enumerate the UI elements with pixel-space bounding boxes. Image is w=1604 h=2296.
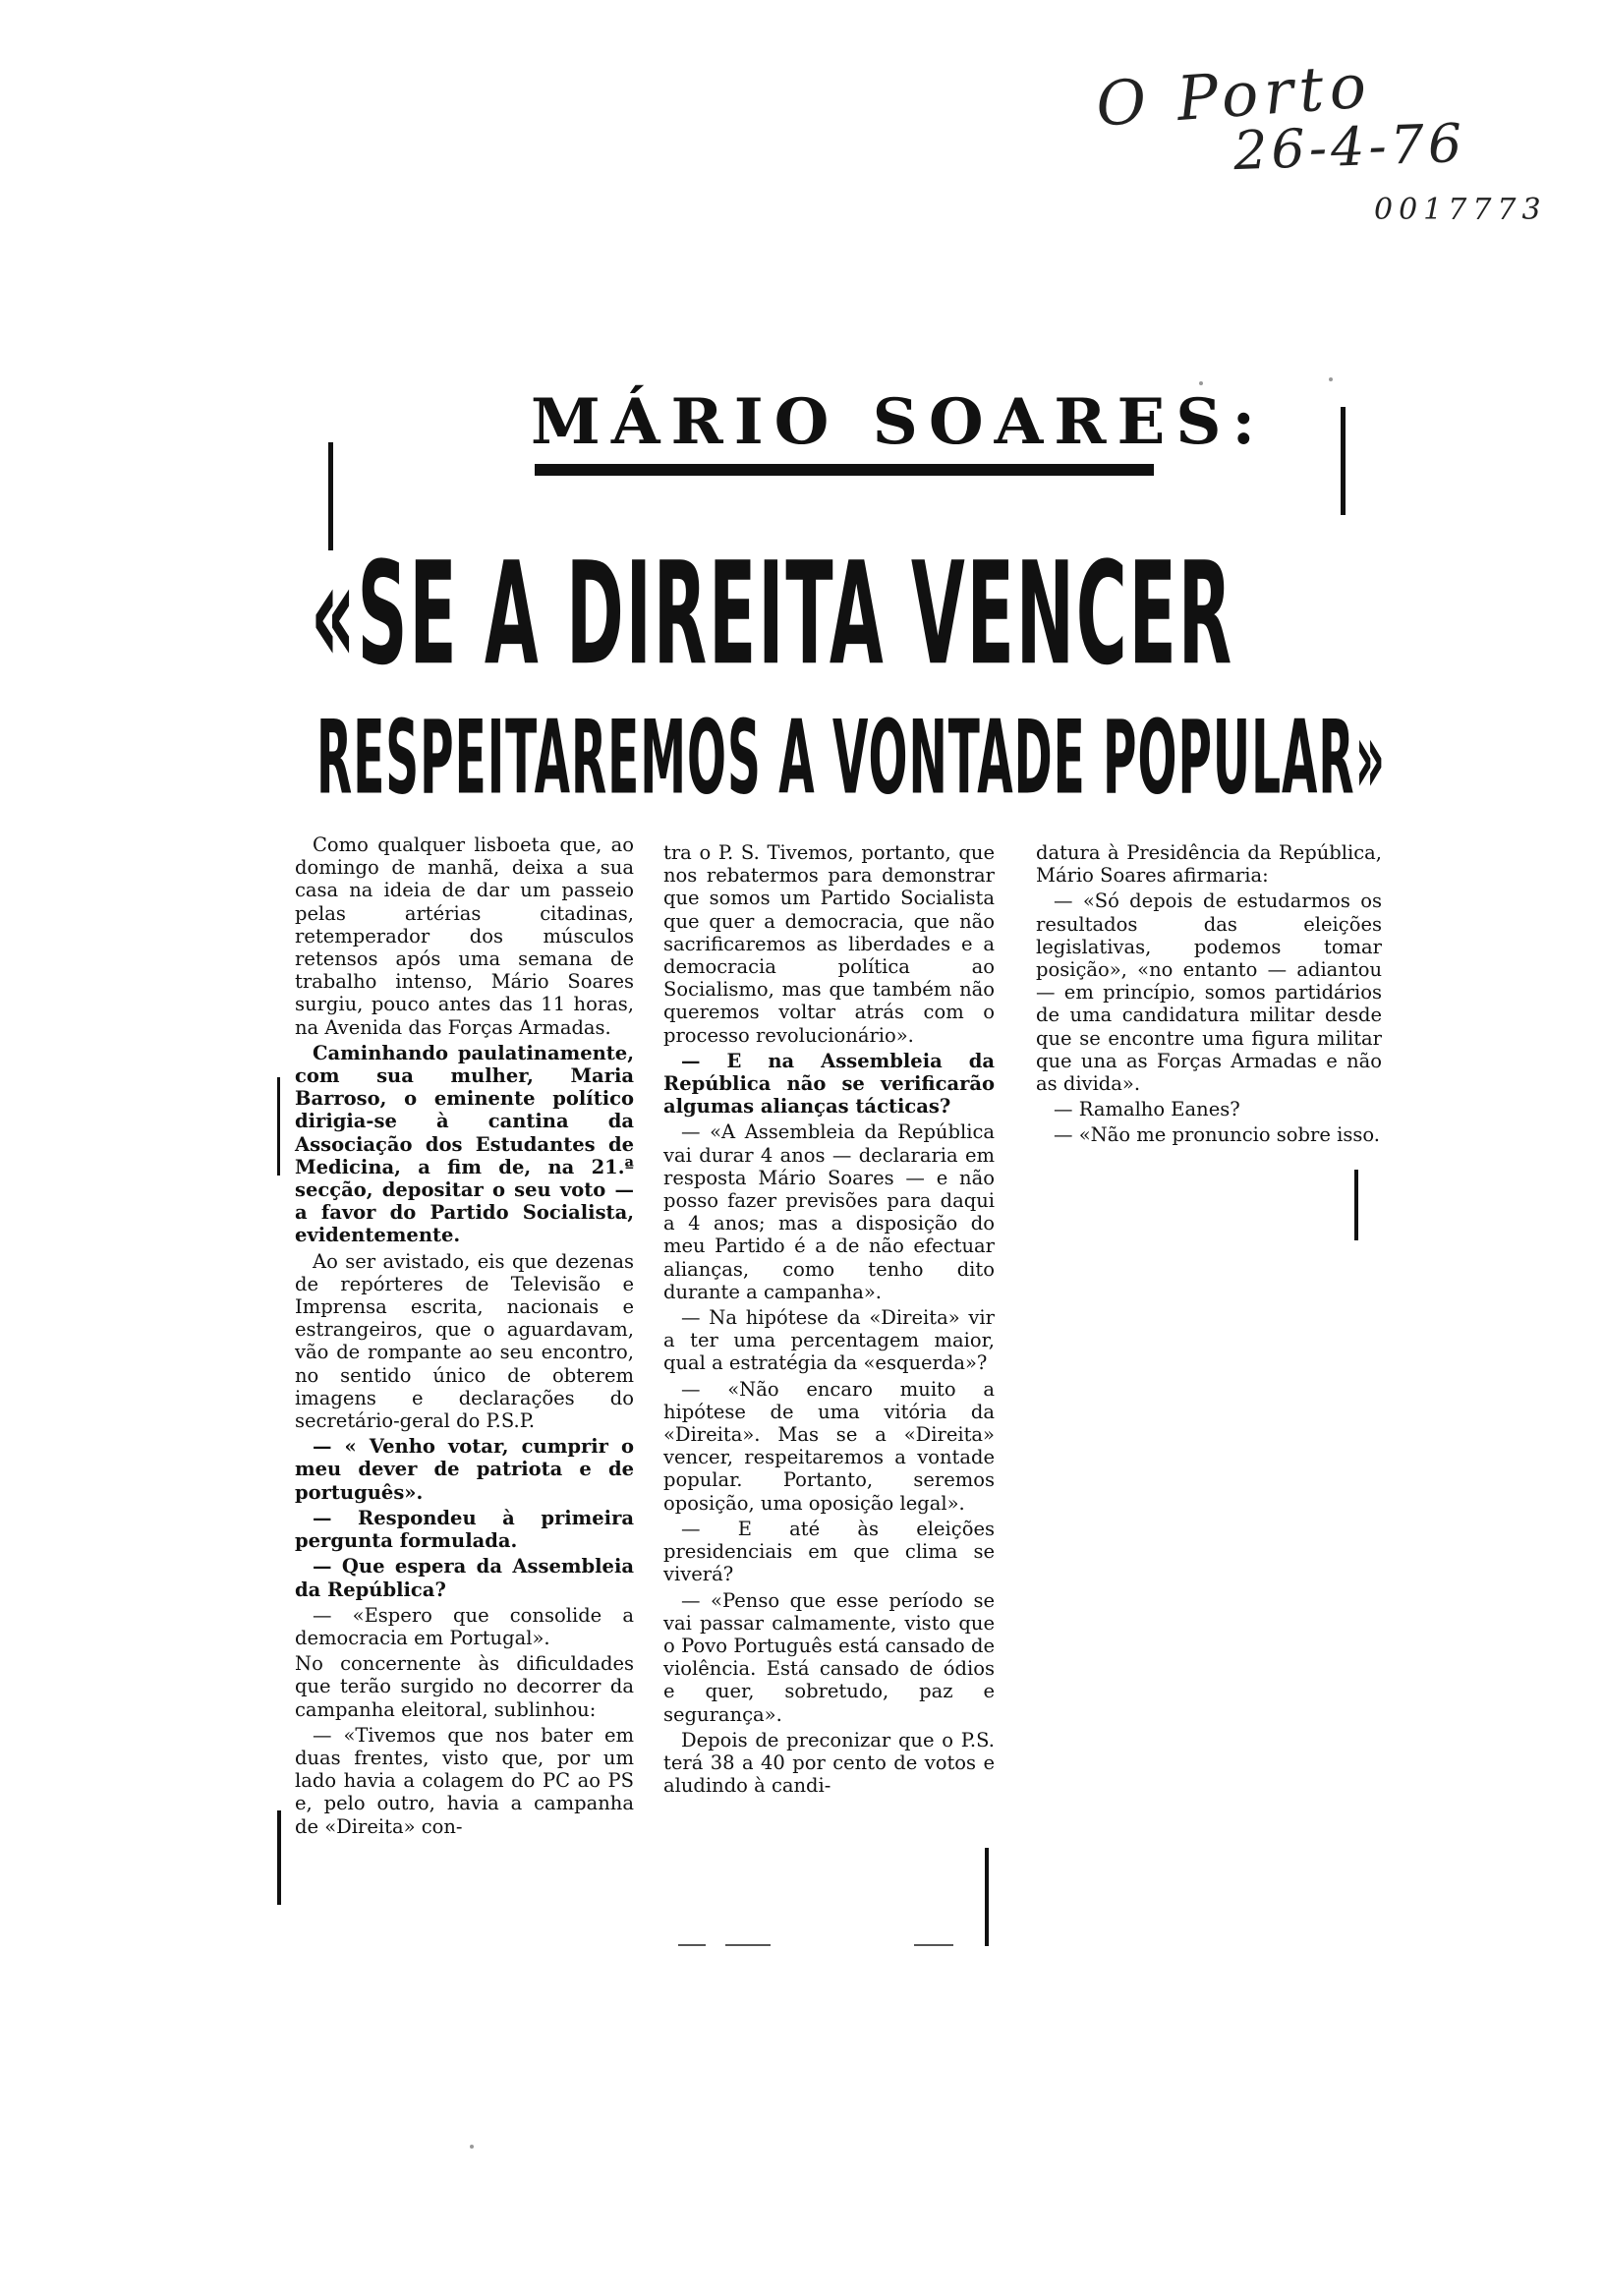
- headline-line-2: RESPEITAREMOS A VONTADE POPULAR»: [316, 700, 1386, 818]
- paragraph: — «Não encaro muito a hipótese de uma vitória da «Direita». Mas se a «Direita» vencer, respeitaremos a vontade popular. Portanto, seremos oposição, uma oposição legal».: [663, 1377, 995, 1515]
- margin-mark-col1-lower: [277, 1810, 281, 1905]
- paragraph: Depois de preconizar que o P.S. terá 38 a 40 por cento de votos e aludindo à candi-: [663, 1728, 995, 1798]
- end-rule: [725, 1944, 771, 1946]
- paragraph: No concernente às dificuldades que terão surgido no decorrer da campanha eleitoral, sublinhou:: [295, 1652, 634, 1721]
- paragraph: — E na Assembleia da República não se verificarão algumas alianças tácticas?: [663, 1049, 995, 1119]
- paragraph: — «Tivemos que nos bater em duas frentes, visto que, por um lado havia a colagem do PC ao PS e, pelo outro, havia a campanha de «Direita» con-: [295, 1723, 634, 1838]
- paragraph: — «Espero que consolide a democracia em Portugal».: [295, 1603, 634, 1649]
- clipping-right-mark: [1341, 407, 1346, 515]
- scan-speck: [470, 2145, 474, 2149]
- margin-mark-col3: [1354, 1170, 1358, 1240]
- end-rule: [914, 1944, 953, 1946]
- kicker-underline: [535, 464, 1154, 476]
- paragraph: — «Penso que esse período se vai passar calmamente, visto que o Povo Português está cansado de violência. Está cansado de ódios e quer, sobretudo, paz e segurança».: [663, 1588, 995, 1726]
- paragraph: — E até às eleições presidenciais em que clima se viverá?: [663, 1517, 995, 1586]
- handwritten-date-note: 26-4-76: [1232, 111, 1467, 183]
- paragraph: — Ramalho Eanes?: [1054, 1098, 1240, 1121]
- margin-mark-col1-upper: [277, 1077, 280, 1176]
- scan-speck: [1329, 377, 1333, 381]
- paragraph: Caminhando paulatinamente, com sua mulher, Maria Barroso, o eminente político dirigia-se à cantina da Associação dos Estudantes de Medicina, a fim de, na 21.ª secção, depositar o seu voto — a favor do Partido Socialista, evidentemente.: [295, 1041, 634, 1247]
- paragraph: — Respondeu à primeira pergunta formulada.: [295, 1506, 634, 1553]
- paragraph: tra o P. S. Tivemos, portanto, que nos rebatermos para demonstrar que somos um Partido Socialista que quer a democracia, que não sacrificaremos as liberdades e a democracia política ao Socialismo, mas que também não queremos voltar atrás com o processo revolucionário».: [663, 841, 995, 1047]
- paragraph: — Que espera da Assembleia da República?: [295, 1555, 634, 1601]
- handwritten-archive-code: 0017773: [1374, 193, 1547, 227]
- article-column-1: [295, 833, 634, 1841]
- end-rule: [678, 1944, 706, 1946]
- paragraph: — «Não me pronuncio sobre isso.: [1054, 1123, 1380, 1147]
- article-column-2: [663, 841, 995, 1800]
- handwritten-source-note: O Porto: [1093, 49, 1375, 141]
- headline-line-1: «SE A DIREITA VENCER: [311, 531, 1234, 697]
- article-kicker: MÁRIO SOARES:: [531, 385, 1267, 459]
- paragraph: — «Só depois de estudarmos os resultados das eleições legislativas, podemos tomar posição», «no entanto — adiantou — em princípio, somos partidários de uma candidatura militar desde que se encontre uma figura militar que una as Forças Armadas e não as divida».: [1036, 890, 1382, 1096]
- paragraph: — Na hipótese da «Direita» vir a ter uma percentagem maior, qual a estratégia da «esquerda»?: [663, 1306, 995, 1375]
- paragraph: datura à Presidência da República, Mário Soares afirmaria:: [1036, 841, 1382, 888]
- scan-speck: [1199, 381, 1203, 385]
- article-column-3: [1036, 841, 1382, 1150]
- paragraph: Como qualquer lisboeta que, ao domingo de manhã, deixa a sua casa na ideia de dar um passeio pelas artérias citadinas, retemperador dos músculos retensos após uma semana de trabalho intenso, Mário Soares surgiu, pouco antes das 11 horas, na Avenida das Forças Armadas.: [295, 833, 634, 1039]
- paragraph: Ao ser avistado, eis que dezenas de repórteres de Televisão e Imprensa escrita, nacionais e estrangeiros, que o aguardavam, vão de rompante ao seu encontro, no sentido único de obterem imagens e declarações do secretário-geral do P.S.P.: [295, 1249, 634, 1433]
- paragraph: — « Venho votar, cumprir o meu dever de patriota e de português».: [295, 1435, 634, 1504]
- paragraph: — «A Assembleia da República vai durar 4 anos — declararia em resposta Mário Soares — e não posso fazer previsões para daqui a 4 anos; mas a disposição do meu Partido é a de não efectuar alianças, como tenho dito durante a campanha».: [663, 1120, 995, 1303]
- margin-mark-col2: [985, 1848, 989, 1946]
